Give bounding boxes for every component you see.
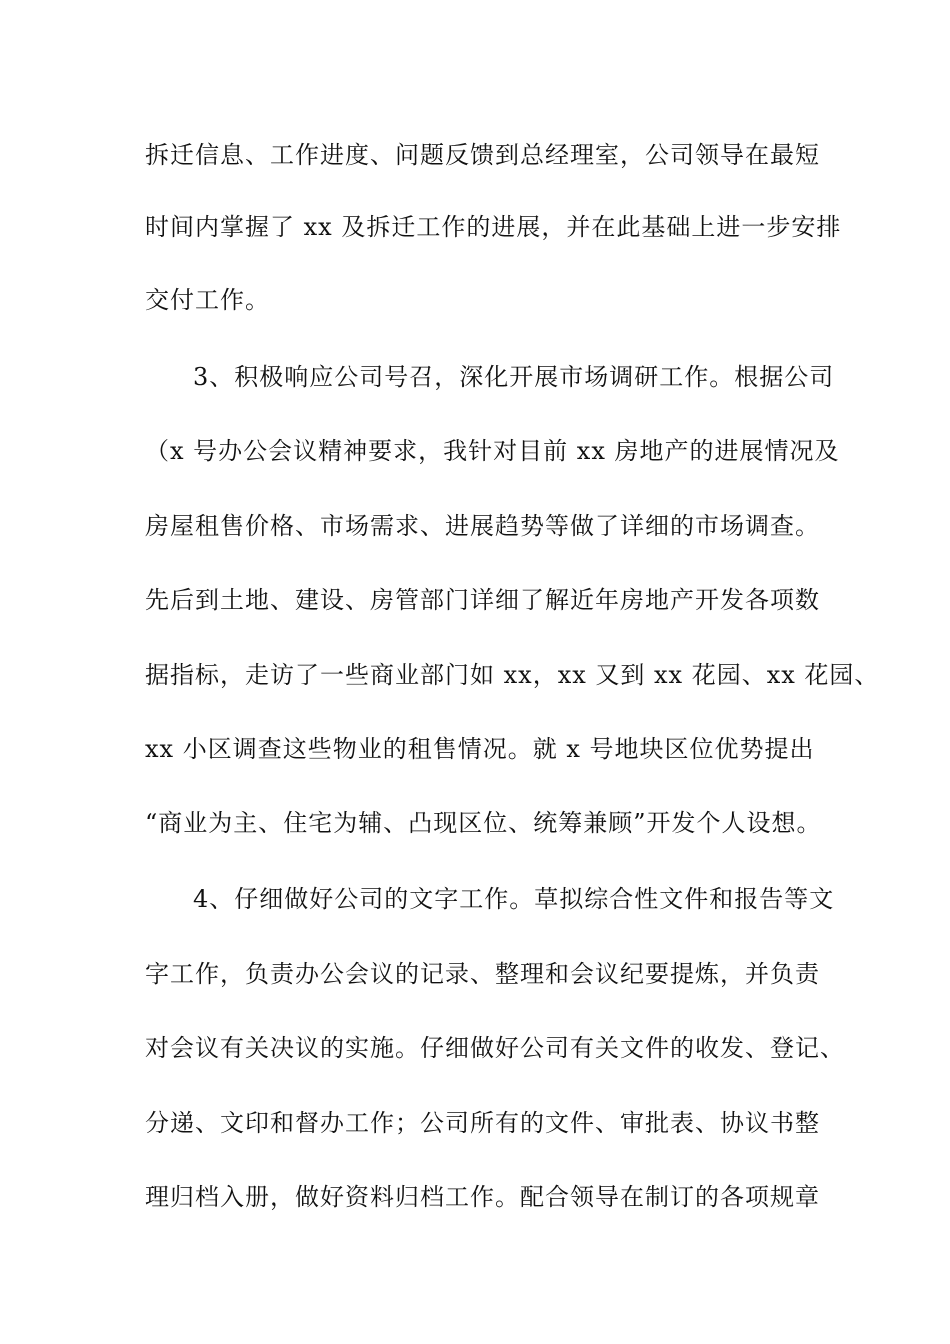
paragraph-line: 先后到土地、建设、房管部门详细了解近年房地产开发各项数 <box>145 586 820 614</box>
paragraph-line: 理归档入册，做好资料归档工作。配合领导在制订的各项规章 <box>145 1183 820 1211</box>
paragraph-line: “商业为主、住宅为辅、凸现区位、统筹兼顾”开发个人设想。 <box>145 809 822 837</box>
paragraph-line: 对会议有关决议的实施。仔细做好公司有关文件的收发、登记、 <box>145 1034 845 1062</box>
paragraph-line: 3、积极响应公司号召，深化开展市场调研工作。根据公司 <box>193 363 835 391</box>
paragraph-line: 交付工作。 <box>145 286 270 314</box>
paragraph-line: 据指标，走访了一些商业部门如 xx，xx 又到 xx 花园、xx 花园、 <box>145 661 880 689</box>
paragraph-line: 时间内掌握了 xx 及拆迁工作的进展，并在此基础上进一步安排 <box>145 213 842 241</box>
paragraph-line: 4、仔细做好公司的文字工作。草拟综合性文件和报告等文 <box>193 885 835 913</box>
paragraph-line: xx 小区调查这些物业的租售情况。就 x 号地块区位优势提出 <box>145 735 815 763</box>
paragraph-line: 拆迁信息、工作进度、问题反馈到总经理室，公司领导在最短 <box>145 141 820 169</box>
paragraph-line: 分递、文印和督办工作；公司所有的文件、审批表、协议书整 <box>145 1109 820 1137</box>
paragraph-line: （x 号办公会议精神要求，我针对目前 xx 房地产的进展情况及 <box>145 437 840 465</box>
paragraph-line: 房屋租售价格、市场需求、进展趋势等做了详细的市场调查。 <box>145 512 820 540</box>
paragraph-line: 字工作，负责办公会议的记录、整理和会议纪要提炼，并负责 <box>145 960 820 988</box>
